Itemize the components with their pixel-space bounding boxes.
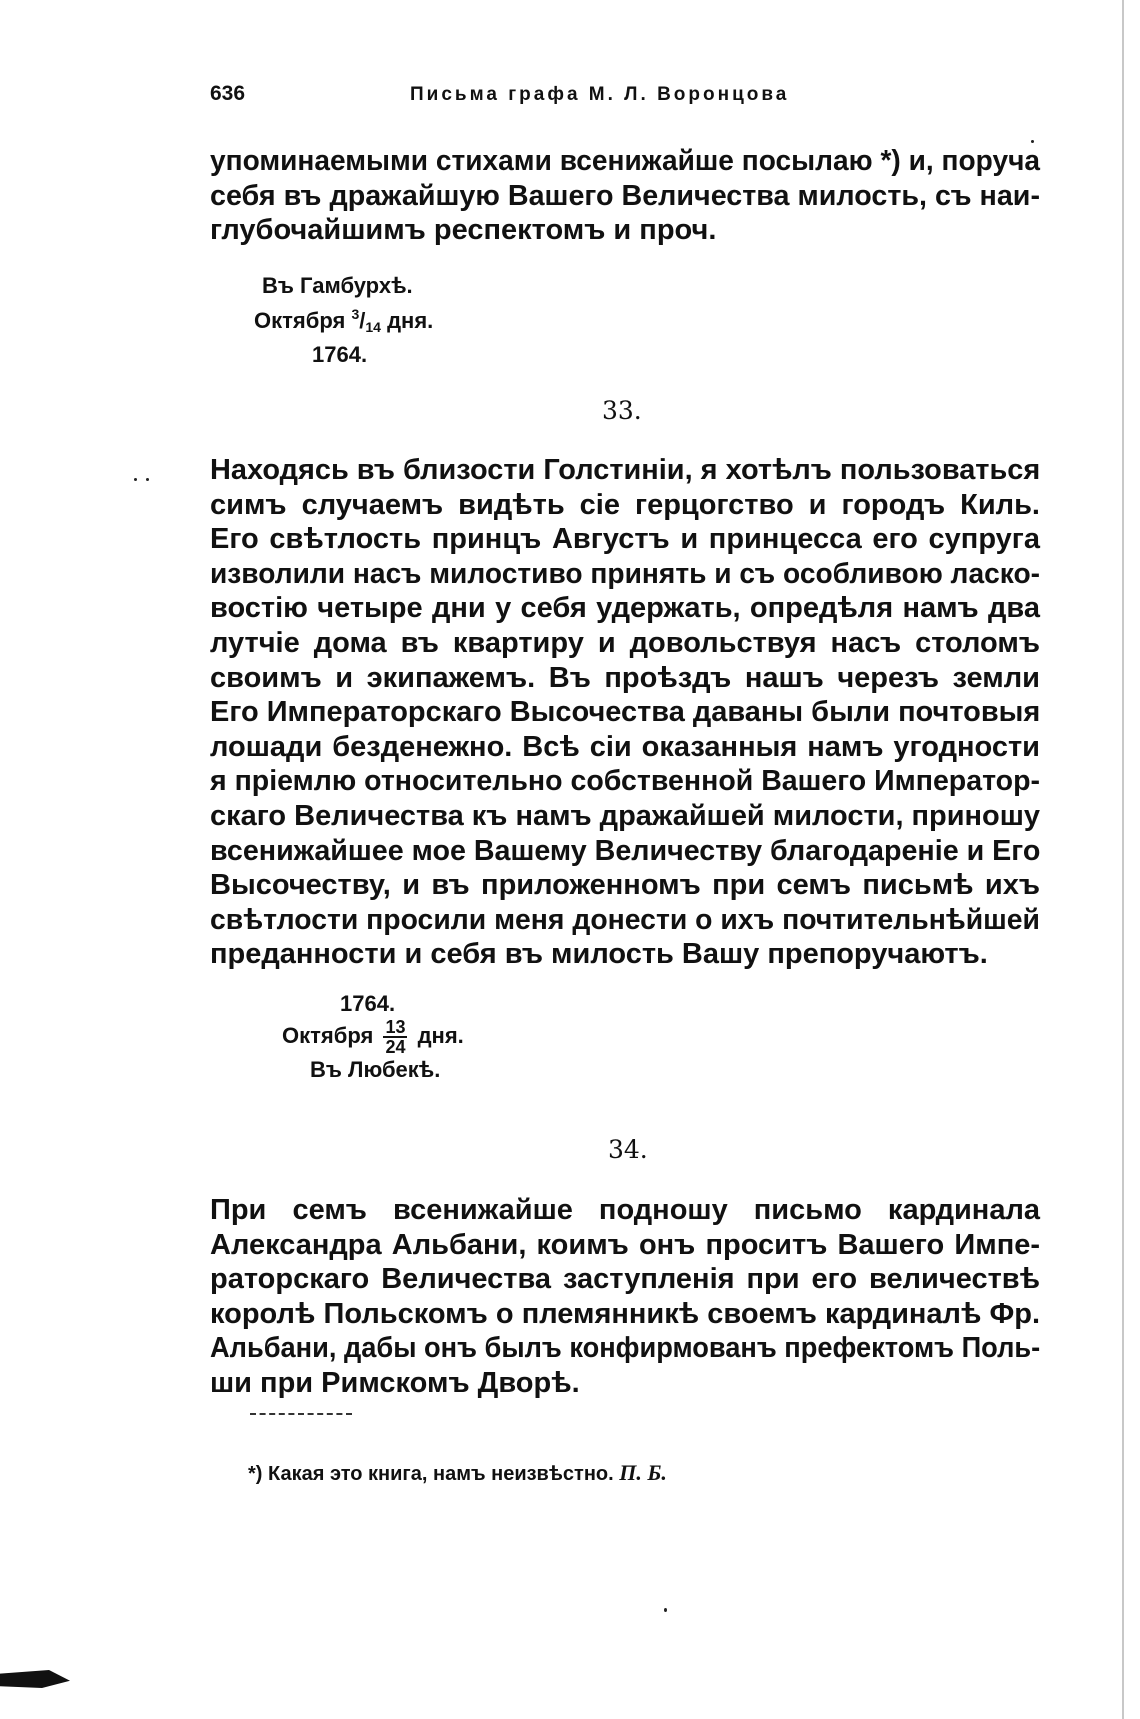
text-line: всенижайшее мое Вашему Величеству благодареніе и Его bbox=[210, 834, 1041, 867]
scan-corner-mark bbox=[0, 1670, 70, 1688]
dateline-place: Въ Любекѣ. bbox=[310, 1057, 441, 1082]
scan-speck bbox=[134, 478, 137, 481]
scan-speck bbox=[1031, 140, 1034, 143]
text-line: Высочеству, и въ приложенномъ при семъ письмѣ ихъ bbox=[210, 869, 1040, 902]
dateline-day-word: дня. bbox=[387, 308, 434, 333]
dateline-day-fraction bbox=[383, 1018, 407, 1056]
text-line: Его Императорскаго Высочества даваны были почтовыя bbox=[210, 696, 1041, 729]
dateline-place: Въ Гамбурхѣ. bbox=[262, 273, 413, 298]
footnote-signature: П. Б. bbox=[619, 1460, 667, 1485]
text-line: скаго Величества къ намъ дражайшей милости, приношу bbox=[210, 799, 1040, 832]
page-header bbox=[210, 82, 1040, 112]
scan-speck bbox=[664, 1608, 667, 1612]
dateline-lubeck bbox=[282, 990, 464, 1084]
text-line: Александра Альбани, коимъ онъ проситъ Вашего Импе- bbox=[210, 1228, 1040, 1261]
dateline-day-numerator: 3 bbox=[351, 306, 360, 322]
continuation-paragraph bbox=[210, 144, 1040, 248]
dateline-year: 1764. bbox=[340, 991, 396, 1016]
text-line: глубочайшимъ респектомъ и проч. bbox=[210, 214, 717, 247]
text-line: При семъ всенижайше подношу письмо кардинала bbox=[210, 1194, 1040, 1226]
text-line: преданности и себя въ милость Вашу препоручаютъ. bbox=[210, 938, 988, 971]
running-title: Письма графа М. Л. Воронцова bbox=[410, 84, 790, 105]
scan-speck bbox=[146, 478, 149, 481]
text-line: ши при Римскомъ Дворѣ. bbox=[210, 1366, 580, 1399]
text-line: Альбани, дабы онъ былъ конфирмованъ префектомъ Поль- bbox=[210, 1332, 1041, 1365]
letter-34-body bbox=[210, 1193, 1040, 1401]
footnote bbox=[248, 1460, 667, 1486]
text-line: королѣ Польскомъ о племянникѣ своемъ кардиналѣ Фр. bbox=[210, 1297, 1040, 1330]
text-line: изволили насъ милостиво принять и съ особливою ласко- bbox=[210, 557, 1041, 590]
page-number: 636 bbox=[210, 82, 246, 105]
footnote-rule bbox=[250, 1413, 352, 1415]
dateline-month: Октября bbox=[254, 308, 346, 333]
text-line: себя въ дражайшую Вашего Величества милость, съ наи- bbox=[210, 179, 1040, 212]
text-line: Находясь въ близости Голстиніи, я хотѣлъ пользоваться bbox=[210, 454, 1041, 486]
dateline-month: Октября bbox=[282, 1022, 374, 1048]
text-line: лутчіе дома въ квартиру и довольствуя насъ столомъ bbox=[210, 626, 1040, 659]
dateline-date bbox=[282, 1018, 464, 1056]
text-line: я пріемлю относительно собственной Вашего Император- bbox=[210, 765, 1041, 798]
section-number-34: 34. bbox=[608, 1135, 648, 1164]
footnote-marker: *) bbox=[248, 1463, 263, 1485]
text-line: востію четыре дни у себя удержать, опредѣля намъ два bbox=[210, 592, 1040, 625]
text-line: симъ случаемъ видѣть сіе герцогство и городъ Киль. bbox=[210, 488, 1040, 521]
dateline-date: Октября $^3/_{14}$ дня. bbox=[254, 306, 434, 335]
dateline-day-denominator: 14 bbox=[365, 319, 381, 335]
text-line: свѣтлости просили меня донести о ихъ почтительнѣйшей bbox=[210, 903, 1040, 936]
page-gutter-edge bbox=[1122, 0, 1124, 1719]
text-line: лошади безденежно. Всѣ сіи оказанныя намъ угодности bbox=[210, 730, 1040, 763]
dateline-day-denominator: 24 bbox=[385, 1037, 406, 1057]
dateline-hamburg bbox=[254, 272, 434, 369]
footnote-text: Какая это книга, намъ неизвѣстно. bbox=[268, 1463, 614, 1485]
text-line: Его свѣтлость принцъ Августъ и принцесса его супруга bbox=[210, 523, 1040, 556]
dateline-year: 1764. bbox=[312, 342, 368, 367]
text-line: своимъ и экипажемъ. Въ проѣздъ нашъ черезъ земли bbox=[210, 661, 1040, 694]
section-number-33: 33. bbox=[602, 396, 642, 425]
text-line: упоминаемыми стихами всенижайше посылаю *) и, поруча bbox=[210, 145, 1040, 177]
text-line: раторскаго Величества заступленія при его величествѣ bbox=[210, 1263, 1040, 1296]
dateline-day-numerator: 13 bbox=[385, 1017, 406, 1037]
letter-33-body bbox=[210, 453, 1040, 972]
dateline-day-word: дня. bbox=[417, 1022, 464, 1048]
